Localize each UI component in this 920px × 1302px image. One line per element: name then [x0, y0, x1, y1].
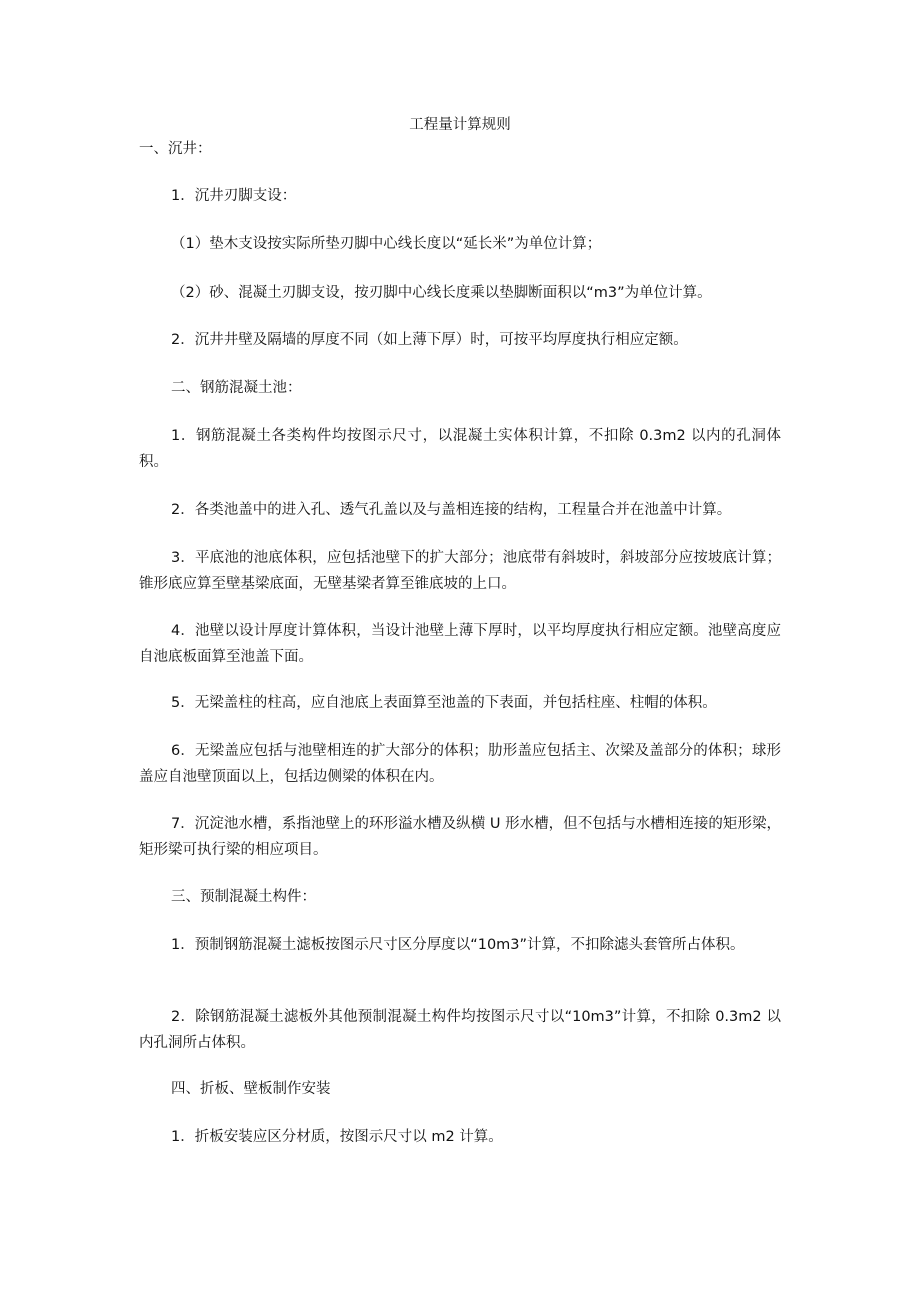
section-heading-1: 一、沉井： — [139, 141, 212, 157]
paragraph-1-1: 1．沉井刃脚支设： — [171, 188, 297, 204]
paragraph-1-1-2: （2）砂、混凝土刃脚支设，按刃脚中心线长度乘以垫脚断面积以“m3”为单位计算。 — [171, 285, 712, 301]
paragraph-3-2: 2．除钢筋混凝土滤板外其他预制混凝土构件均按图示尺寸以“10m3”计算，不扣除 0.3m2 以内孔洞所占体积。 — [139, 1009, 781, 1051]
paragraph-1-1-1: （1）垫木支设按实际所垫刃脚中心线长度以“延长米”为单位计算； — [171, 236, 602, 252]
section-heading-3: 三、预制混凝土构件： — [171, 889, 316, 905]
document-title: 工程量计算规则 — [409, 117, 511, 133]
paragraph-2-5: 5．无梁盖柱的柱高，应自池底上表面算至池盖的下表面，并包括柱座、柱帽的体积。 — [171, 695, 717, 711]
paragraph-4-1: 1．折板安装应区分材质，按图示尺寸以 m2 计算。 — [171, 1129, 503, 1145]
paragraph-3-1: 1．预制钢筋混凝土滤板按图示尺寸区分厚度以“10m3”计算，不扣除滤头套管所占体积。 — [171, 937, 745, 953]
section-heading-2: 二、钢筋混凝土池： — [171, 380, 302, 396]
paragraph-2-4: 4．池壁以设计厚度计算体积，当设计池壁上薄下厚时，以平均厚度执行相应定额。池壁高度应自池底板面算至池盖下面。 — [139, 623, 781, 665]
paragraph-2-1: 1．钢筋混凝土各类构件均按图示尺寸，以混凝土实体积计算，不扣除 0.3m2 以内的孔洞体积。 — [139, 428, 781, 470]
paragraph-2-2: 2．各类池盖中的进入孔、透气孔盖以及与盖相连接的结构，工程量合并在池盖中计算。 — [171, 502, 732, 518]
paragraph-1-2: 2．沉井井壁及隔墙的厚度不同（如上薄下厚）时，可按平均厚度执行相应定额。 — [171, 332, 688, 348]
paragraph-2-6: 6．无梁盖应包括与池壁相连的扩大部分的体积；肋形盖应包括主、次梁及盖部分的体积；球形盖应自池壁顶面以上，包括边侧梁的体积在内。 — [139, 743, 781, 785]
section-heading-4: 四、折板、壁板制作安装 — [171, 1081, 331, 1097]
paragraph-2-7: 7．沉淀池水槽，系指池壁上的环形溢水槽及纵横 U 形水槽，但不包括与水槽相连接的矩形梁，矩形梁可执行梁的相应项目。 — [139, 816, 781, 858]
paragraph-2-3: 3．平底池的池底体积，应包括池壁下的扩大部分；池底带有斜坡时，斜坡部分应按坡底计算；锥形底应算至壁基梁底面，无壁基梁者算至锥底坡的上口。 — [139, 550, 781, 592]
